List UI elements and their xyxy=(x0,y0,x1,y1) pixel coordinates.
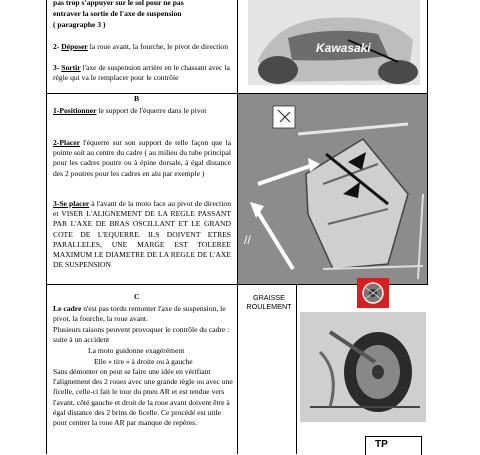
wheel-alignment-photo xyxy=(300,312,426,422)
step-b2: 2-Placer l'équerre sur son support de telle façon que la pointe soit au centre du cadre ( au milieu du tube principal pour les cadres poutre ou à épine dorsale, à égal distance des 2 poutres pour les cadres en alu par exemple ) xyxy=(53,138,231,178)
top-line-3: ( paragraphe 3 ) xyxy=(53,20,106,29)
tp-label: TP xyxy=(375,439,388,450)
rest-paragraph: Sans démonter on peut se faire une idée en vérifiant l'alignement des 2 roues avec une grande règle ou avec une ficelle, celle-ci fait le tour du pneu AR et est tendue vers l'avant, côté gauche et droit de la roue avant doivent être à égal distance des 2 brins de ficelle. Ce procédé est utile pour centrer la roue AR par manque de repères. xyxy=(53,367,233,428)
graisse-label-2: ROULEMENT xyxy=(246,302,292,311)
graisse-label-1: GRAISSE xyxy=(253,293,285,302)
step-b3: 3-Se placer à l'avant de la moto face au pivot de direction et VISER L'ALIGNEMENT DE LA REGLE PASSANT PAR L'AXE DE BRAS OSCILLANT ET LE GRAND COTE DE L'EQUERRE. ILS DOIVENT ETRES PARALLELES, UNE MARGE EST TOLEREE MAXIMUM LE DIAMETRE DE LA REGLE DE L'AXE DE SUSPENSION xyxy=(53,199,231,270)
section-b-letter: B xyxy=(134,94,140,103)
raisons-paragraph: Plusieurs raisons peuvent provoquer le contrôle du cadre : suite à un accident xyxy=(53,325,230,345)
photo-brand-text: Kawasaki xyxy=(316,41,371,55)
top-line-2: entraver la sortie de l'axe de suspension xyxy=(53,9,182,18)
step-a2: 2- Déposer la roue avant, la fourche, le pivot de direction xyxy=(53,42,229,51)
column-divider-right xyxy=(427,0,428,284)
frame-alignment-photo xyxy=(238,94,427,284)
step-b1: 1-Positionner le support de l'équerre dans le pivot xyxy=(53,106,207,115)
step-a3: 3- Sortir l'axe de suspension arrière en le chassant avec la règle qui va le remplacer pour le contrôle xyxy=(53,63,230,83)
top-line-1: pas trop s'appuyer sur le sol pour ne pas xyxy=(53,0,184,7)
indent-line-2: Elle « tire » à droite ou à gauche xyxy=(94,357,193,366)
grease-bearing-photo xyxy=(357,278,389,308)
parallel-mark: // xyxy=(244,233,251,247)
outer-left-border xyxy=(46,0,47,454)
indent-line-1: La moto guidonne exagérément xyxy=(88,346,185,355)
cadre-paragraph: Le cadre n'est pas tordu remonter l'axe de suspension, le pivot, la fourche, la roue avant. xyxy=(53,304,226,324)
section-c-letter: C xyxy=(134,292,140,301)
motorcycle-photo xyxy=(248,0,420,85)
tp-box xyxy=(365,436,422,455)
